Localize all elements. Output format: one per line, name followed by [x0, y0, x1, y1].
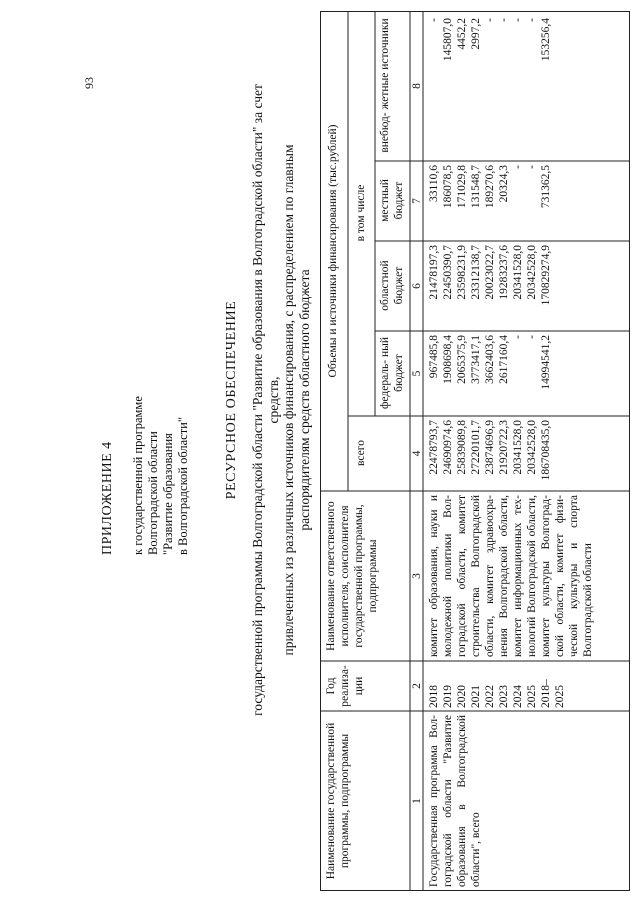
column-number: 1: [411, 798, 423, 804]
extra-cell: 153256,4: [540, 18, 552, 62]
total-cell: 25839089,8: [456, 420, 468, 475]
total-cell: 20342528,0: [526, 420, 538, 475]
local-cell: 33110,6: [428, 165, 440, 202]
local-cell: 731362,5: [540, 165, 552, 209]
year-cell: 2023: [498, 685, 510, 708]
header-volumes: Объемы и источники финансирования (тыс.рублей): [327, 124, 339, 378]
federal-cell: 1908698,4: [442, 335, 454, 384]
page-number: 93: [82, 77, 96, 89]
federal-cell: 967485,8: [428, 335, 440, 379]
year-cell: 2025: [526, 685, 538, 708]
subtitle-line: привлеченных из различных источников финансирования, с распределением по главным: [281, 144, 296, 656]
local-cell: 189270,6: [484, 165, 496, 209]
year-cell: 2019: [442, 685, 454, 708]
header-federal: федераль- ный бюджет: [379, 336, 405, 410]
header-extra: внебюд- жетные источники: [379, 18, 391, 153]
appendix-title: ПРИЛОЖЕНИЕ 4: [100, 441, 115, 555]
appendix-block: [100, 65, 191, 555]
appendix-line: Волгоградской области: [146, 431, 160, 555]
year-cell: 2018–2025: [540, 679, 566, 708]
regional-cell: 23312138,7: [470, 245, 482, 300]
regional-cell: 22450390,7: [442, 245, 454, 300]
federal-cell: 3662403,6: [484, 335, 496, 384]
regional-cell: 19283237,6: [498, 245, 510, 300]
header-local: местный бюджет: [379, 179, 405, 222]
row-executor: комитет образования, науки и молодежной политики Вол- гоградской области, комитет строительства Волгоградской области, комитет здравоохра- нения Волгоградской области, комитет информационных тех- нологий Волгоградской области, комитет культуры Волгоград- ской области, комитет физи- ческой культуры и спорта Волгоградской области: [428, 495, 594, 657]
total-cell: 27220101,7: [470, 420, 482, 475]
year-cell: 2024: [512, 685, 524, 708]
appendix-line: к государственной программе: [131, 396, 145, 555]
header-total: всего: [355, 440, 367, 466]
extra-cell: -: [428, 18, 440, 22]
appendix-line: "Развитие образования: [161, 433, 175, 555]
local-cell: 20324,3: [498, 165, 510, 203]
column-number: 4: [411, 450, 423, 457]
total-cell: 23874696,9: [484, 420, 496, 475]
regional-cell: 23598231,9: [456, 245, 468, 300]
header-year: Год реализа- ции: [325, 665, 365, 707]
header-including: в том числе: [355, 184, 367, 242]
subtitle-line: государственной программы Волгоградской области "Развитие образования в Волгоградской области" за счет средств,: [250, 84, 281, 716]
local-cell: 131548,7: [470, 165, 482, 209]
subtitle-line: распорядителям средств областного бюджета: [296, 269, 312, 531]
extra-cell: -: [512, 18, 524, 22]
extra-cell: -: [526, 18, 538, 22]
total-cell: 21920722,3: [498, 420, 510, 475]
header-name: Наименование государственной программы, подпрограммы: [325, 722, 351, 880]
column-number: 7: [411, 198, 423, 204]
federal-cell: -: [526, 335, 538, 339]
local-cell: -: [526, 165, 538, 169]
extra-cell: -: [484, 18, 496, 22]
header-regional: областной бюджет: [379, 260, 405, 311]
extra-cell: -: [498, 18, 510, 22]
total-cell: 22478793,7: [428, 420, 440, 475]
year-cell: 2022: [484, 685, 496, 708]
total-cell: 24690974,6: [442, 420, 454, 475]
federal-cell: 14994541,2: [540, 335, 552, 390]
document-title: РЕСУРСНОЕ ОБЕСПЕЧЕНИЕ: [224, 300, 239, 500]
regional-cell: 20023022,7: [484, 245, 496, 300]
federal-cell: 3773417,1: [470, 335, 482, 384]
resource-table: [320, 11, 630, 891]
year-cell: 2020: [456, 685, 468, 708]
header-executor: Наименование ответственного исполнителя, соисполнителя государственной программы, подпрограммы: [325, 501, 379, 651]
regional-cell: 20342528,0: [526, 245, 538, 300]
column-number: 5: [411, 370, 423, 377]
row-name: Государственная программа Вол- гоградской области "Развитие образования в Волгоградской области", всего: [428, 715, 482, 887]
column-number: 3: [411, 573, 423, 579]
title-block: [224, 75, 312, 725]
appendix-line: в Волгоградской области": [176, 417, 190, 555]
document-subtitle: [250, 75, 312, 725]
regional-cell: 170829274,9: [540, 245, 552, 306]
column-number: 8: [411, 83, 423, 89]
total-cell: 186708435,0: [540, 420, 552, 481]
federal-cell: 2065375,9: [456, 335, 468, 384]
regional-cell: 20341528,0: [512, 245, 524, 300]
extra-cell: 4452,2: [456, 18, 468, 50]
extra-cell: 145807,0: [442, 18, 454, 62]
year-cell: 2018: [428, 685, 440, 708]
year-cell: 2021: [470, 685, 482, 708]
regional-cell: 21478197,3: [428, 245, 440, 300]
local-cell: -: [512, 165, 524, 169]
local-cell: 186078,5: [442, 165, 454, 209]
column-number: 2: [411, 683, 423, 689]
extra-cell: 2997,2: [470, 18, 482, 50]
total-cell: 20341528,0: [512, 420, 524, 475]
local-cell: 171029,8: [456, 165, 468, 209]
federal-cell: 2617160,4: [498, 335, 510, 384]
federal-cell: -: [512, 335, 524, 339]
column-number: 6: [411, 283, 423, 289]
